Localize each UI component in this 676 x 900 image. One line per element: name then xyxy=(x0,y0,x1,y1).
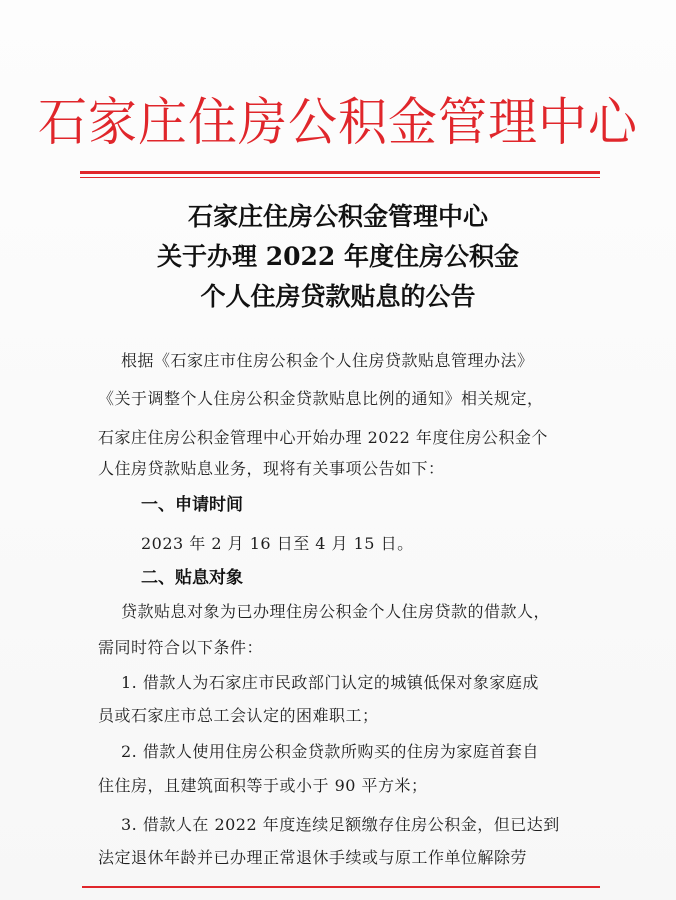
title-line-3: 个人住房贷款贴息的公告 xyxy=(200,282,476,311)
condition-1-line-1: 1. 借款人为石家庄市民政部门认定的城镇低保对象家庭成 xyxy=(121,673,539,692)
intro-line-2: 《关于调整个人住房公积金贷款贴息比例的通知》相关规定， xyxy=(98,389,544,408)
bottom-red-rule xyxy=(82,886,600,888)
condition-2-line-1: 2. 借款人使用住房公积金贷款所购买的住房为家庭首套自 xyxy=(121,742,539,761)
intro-line-4: 人住房贷款贴息业务，现将有关事项公告如下： xyxy=(98,459,445,478)
condition-1-line-2: 员或石家庄市总工会认定的困难职工； xyxy=(98,706,379,725)
intro-line-3: 石家庄住房公积金管理中心开始办理 2022 年度住房公积金个 xyxy=(98,428,548,447)
title-line-1: 石家庄住房公积金管理中心 xyxy=(187,202,488,231)
subsidy-target-line-1: 贷款贴息对象为已办理住房公积金个人住房贷款的借款人， xyxy=(121,602,551,621)
letterhead-org-name: 石家庄住房公积金管理中心 xyxy=(37,92,638,153)
letterhead-rule-thick xyxy=(80,171,600,174)
subsidy-target-line-2: 需同时符合以下条件： xyxy=(98,638,264,657)
condition-2-line-2: 住住房，且建筑面积等于或小于 90 平方米； xyxy=(98,776,428,795)
letterhead-rule-thin xyxy=(80,177,600,178)
application-period-text: 2023 年 2 月 16 日至 4 月 15 日。 xyxy=(141,534,414,553)
condition-3-line-2: 法定退休年龄并已办理正常退休手续或与原工作单位解除劳 xyxy=(98,848,528,867)
section-heading-subsidy-target: 二、贴息对象 xyxy=(141,568,243,588)
title-line-2: 关于办理 2022 年度住房公积金 xyxy=(157,242,519,271)
intro-line-1: 根据《石家庄市住房公积金个人住房贷款贴息管理办法》 xyxy=(121,351,534,370)
condition-3-line-1: 3. 借款人在 2022 年度连续足额缴存住房公积金，但已达到 xyxy=(121,815,560,834)
section-heading-application-time: 一、申请时间 xyxy=(141,495,243,515)
